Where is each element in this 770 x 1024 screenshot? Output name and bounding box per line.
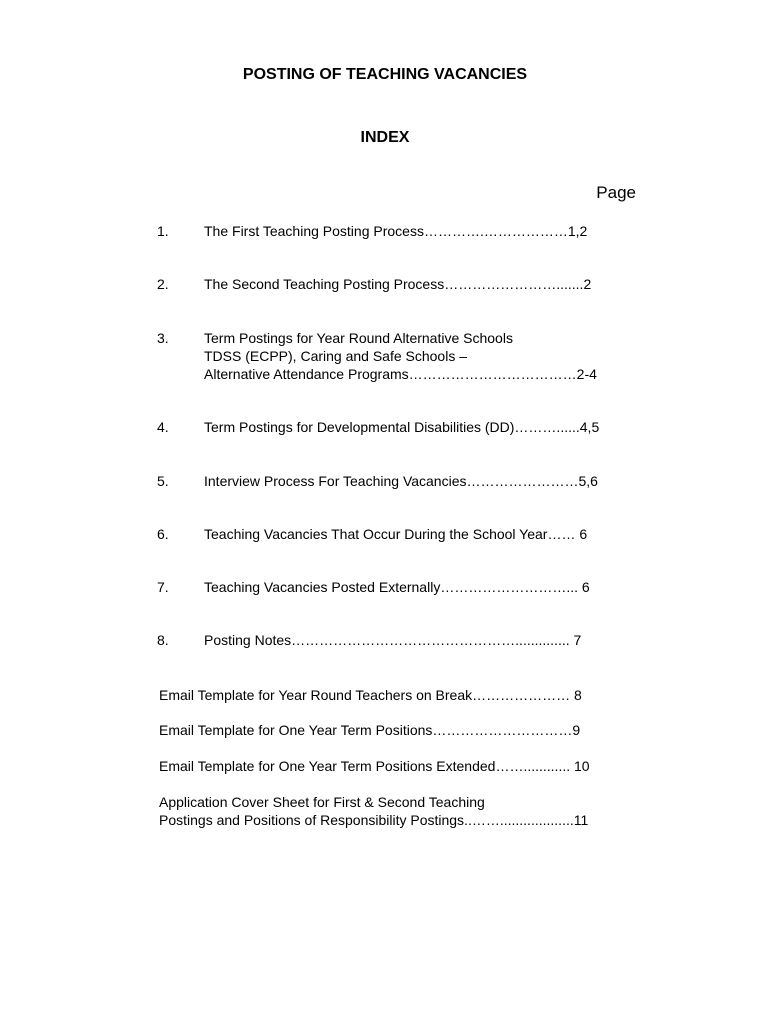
toc-entry-number: 5. <box>157 473 169 489</box>
toc-entry-number: 8. <box>157 632 169 648</box>
toc-appendix-entry: Email Template for One Year Term Positions Extended……............ 10 <box>159 758 590 774</box>
toc-entry-text: Interview Process For Teaching Vacancies……………………5,6 <box>204 473 598 489</box>
toc-entry-text: Teaching Vacancies Posted Externally………………………... 6 <box>204 579 590 595</box>
toc-entry-text: The First Teaching Posting Process………….………………1,2 <box>204 223 588 239</box>
toc-entry-text: Posting Notes………………………………………….............. 7 <box>204 632 582 648</box>
toc-entry-number: 7. <box>157 579 169 595</box>
toc-appendix-entry: Email Template for Year Round Teachers on Break………………… 8 <box>159 687 582 703</box>
toc-appendix-entry: Application Cover Sheet for First & Second Teaching Postings and Positions of Responsibility Postings..……...................11 <box>159 794 589 828</box>
document-title: POSTING OF TEACHING VACANCIES <box>242 66 528 83</box>
toc-entry-text: Term Postings for Year Round Alternative Schools TDSS (ECPP), Caring and Safe Schools – Alternative Attendance Programs………………………………2-4 <box>204 330 597 382</box>
page-column-header: Page <box>596 183 636 202</box>
toc-entry-number: 4. <box>157 419 169 435</box>
toc-entry-text: The Second Teaching Posting Process…………………….......2 <box>204 276 592 292</box>
toc-entry-text: Term Postings for Developmental Disabilities (DD)………......4,5 <box>204 419 600 435</box>
toc-entry-number: 2. <box>157 276 169 292</box>
toc-entry-text: Teaching Vacancies That Occur During the School Year…… 6 <box>204 526 588 542</box>
index-heading: INDEX <box>360 129 410 146</box>
toc-entry-number: 6. <box>157 526 169 542</box>
toc-entry-number: 3. <box>157 330 169 346</box>
toc-appendix-entry: Email Template for One Year Term Positions…………………………9 <box>159 722 581 738</box>
toc-entry-number: 1. <box>157 223 169 239</box>
